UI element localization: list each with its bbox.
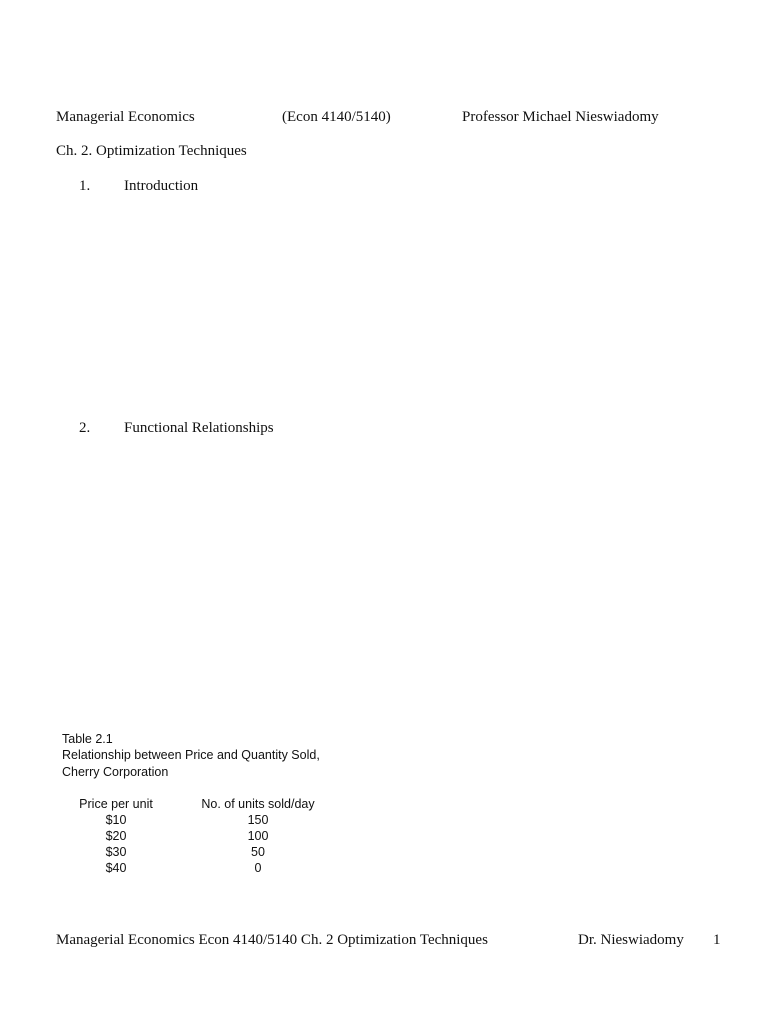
table-caption-line-2: Cherry Corporation	[62, 765, 169, 779]
table-header-units: No. of units sold/day	[201, 797, 315, 811]
table-cell-price: $30	[105, 845, 127, 859]
footer-author: Dr. Nieswiadomy	[578, 932, 684, 948]
table-label: Table 2.1	[62, 732, 113, 746]
table-cell-price: $20	[105, 829, 127, 843]
course-code: (Econ 4140/5140)	[282, 109, 391, 125]
section-1-number: 1.	[79, 178, 91, 194]
table-cell-units: 0	[254, 861, 262, 875]
table-cell-price: $40	[105, 861, 127, 875]
table-cell-units: 150	[247, 813, 269, 827]
table-header-price: Price per unit	[79, 797, 153, 811]
section-1-title: Introduction	[124, 178, 199, 194]
professor-name: Professor Michael Nieswiadomy	[462, 109, 659, 125]
table-cell-units: 50	[251, 845, 265, 859]
table-cell-price: $10	[105, 813, 127, 827]
chapter-title: Ch. 2. Optimization Techniques	[56, 143, 247, 159]
section-2-title: Functional Relationships	[124, 420, 274, 436]
table-cell-units: 100	[247, 829, 269, 843]
section-2-number: 2.	[79, 420, 91, 436]
page-number: 1	[713, 932, 721, 948]
footer-course-info: Managerial Economics Econ 4140/5140 Ch. 2 Optimization Techniques	[56, 932, 488, 948]
course-title: Managerial Economics	[56, 109, 195, 125]
table-caption-line-1: Relationship between Price and Quantity Sold,	[62, 748, 320, 762]
